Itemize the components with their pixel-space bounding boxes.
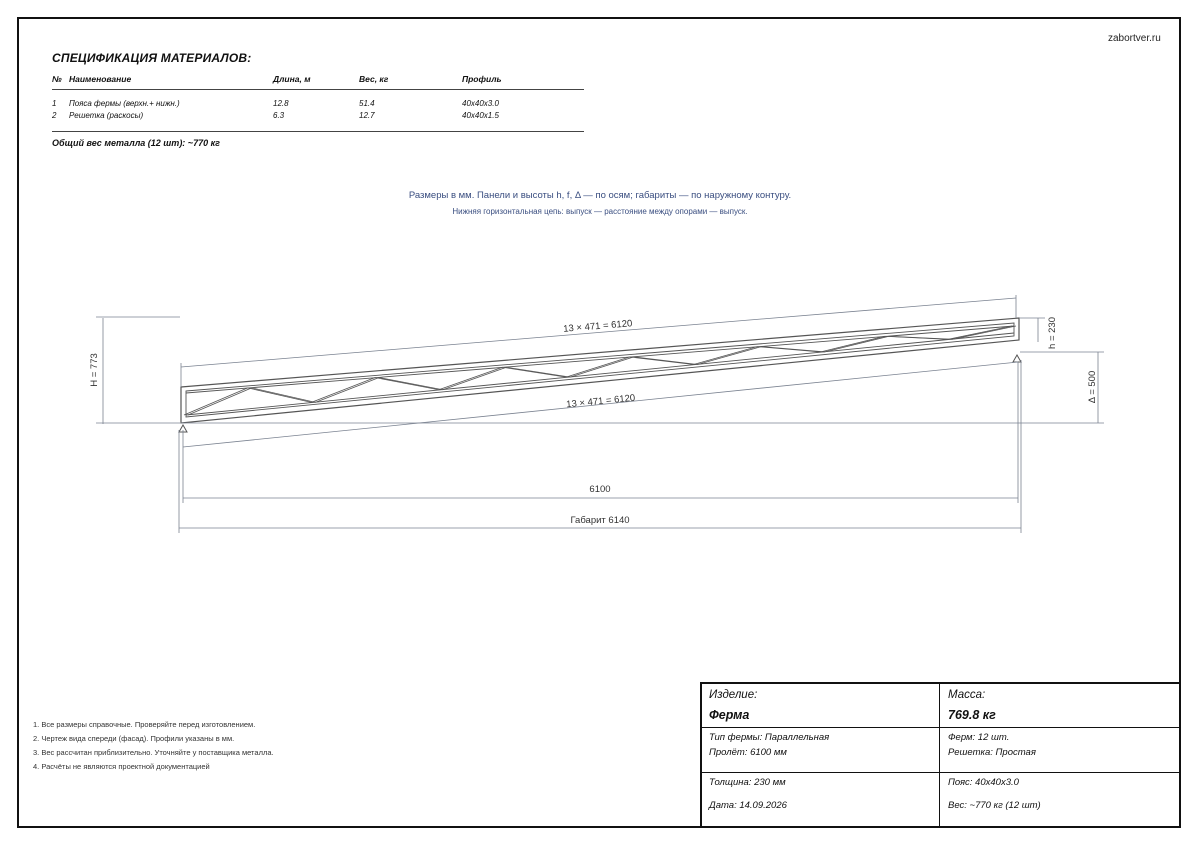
spec-cell-num: 2: [52, 111, 57, 120]
title-block: [700, 682, 1181, 828]
truss-diagonal: [311, 378, 375, 403]
truss-thickness: Толщина: 230 мм: [709, 777, 786, 788]
spec-header-profile: Профиль: [462, 74, 502, 84]
dim-label-overall: Габарит 6140: [570, 515, 630, 526]
general-notes: [33, 720, 274, 776]
drawing-date: Дата: 14.09.2026: [709, 800, 787, 811]
note-item: 1. Все размеры справочные. Проверяйте перед изготовлением.: [33, 720, 256, 729]
note-item: 4. Расчёты не являются проектной документацией: [33, 762, 210, 771]
spec-cell-name: Пояса фермы (верхн.+ нижн.): [69, 99, 180, 108]
truss-diagonal: [889, 336, 953, 339]
dim-line-top-chord: [181, 298, 1016, 367]
mass-value: 769.8 кг: [948, 708, 996, 722]
truss-diagonal: [379, 378, 443, 390]
spec-cell-num: 1: [52, 99, 57, 108]
note-item: 2. Чертеж вида спереди (фасад). Профили указаны в мм.: [33, 734, 235, 743]
dim-label-H: H = 773: [89, 353, 100, 387]
title-block-divider: [939, 684, 940, 828]
truss-diagonal: [252, 388, 316, 403]
truss-type: Тип фермы: Параллельная: [709, 732, 830, 743]
dim-label-top-chord: 13 × 471 = 6120: [562, 318, 633, 335]
spec-header-num: №: [52, 74, 62, 84]
site-name: zabortver.ru: [1108, 33, 1161, 44]
spec-total: Общий вес металла (12 шт): ~770 кг: [52, 138, 220, 148]
total-weight: Вес: ~770 кг (12 шт): [948, 800, 1041, 811]
note-item: 3. Вес рассчитан приблизительно. Уточняйте у поставщика металла.: [33, 748, 274, 757]
truss-diagonal: [630, 357, 694, 365]
spec-cell-profile: 40x40x3.0: [462, 99, 499, 108]
dim-label-bottom-chord: 13 × 471 = 6120: [565, 392, 636, 411]
drawing-note-1: Размеры в мм. Панели и высоты h, f, Δ — по осям; габариты — по наружному контуру.: [408, 190, 792, 201]
spec-cell-weight: 51.4: [359, 99, 375, 108]
spec-header-weight: Вес, кг: [359, 74, 389, 84]
chord-profile: Пояс: 40x40x3.0: [948, 777, 1019, 788]
spec-cell-length: 12.8: [273, 99, 289, 108]
dim-label-h: h = 230: [1047, 317, 1058, 349]
truss-diagonal: [502, 367, 566, 377]
product-value: Ферма: [709, 708, 750, 722]
spec-cell-profile: 40x40x1.5: [462, 111, 499, 120]
drawing-note-2: Нижняя горизонтальная цепь: выпуск — расстояние между опорами — выпуск.: [452, 207, 748, 216]
dim-label-span: 6100: [589, 484, 611, 495]
truss-diagonal: [634, 357, 698, 365]
spec-header-name: Наименование: [69, 74, 132, 84]
truss-diagonal: [506, 367, 570, 377]
truss-outline: [181, 318, 1019, 423]
spec-header-length: Длина, м: [273, 74, 311, 84]
spec-cell-length: 6.3: [273, 111, 285, 120]
truss-diagonal: [184, 388, 248, 415]
product-label: Изделие:: [709, 689, 758, 701]
title-block-divider: [702, 772, 1181, 773]
truss-span: Пролёт: 6100 мм: [709, 747, 787, 758]
truss-lattice: Решетка: Простая: [948, 747, 1036, 758]
support-right: [1013, 355, 1021, 362]
spec-title: СПЕЦИФИКАЦИЯ МАТЕРИАЛОВ:: [52, 51, 252, 65]
title-block-divider: [702, 727, 1181, 728]
spec-cell-name: Решетка (раскосы): [69, 111, 144, 120]
truss: [181, 318, 1019, 423]
dim-label-delta: Δ = 500: [1087, 370, 1098, 404]
truss-diagonal: [248, 388, 312, 403]
truss-diagonal: [375, 378, 439, 390]
truss-diagonal: [761, 347, 825, 352]
truss-count: Ферм: 12 шт.: [948, 732, 1010, 743]
mass-label: Масса:: [948, 689, 986, 701]
spec-cell-weight: 12.7: [359, 111, 375, 120]
